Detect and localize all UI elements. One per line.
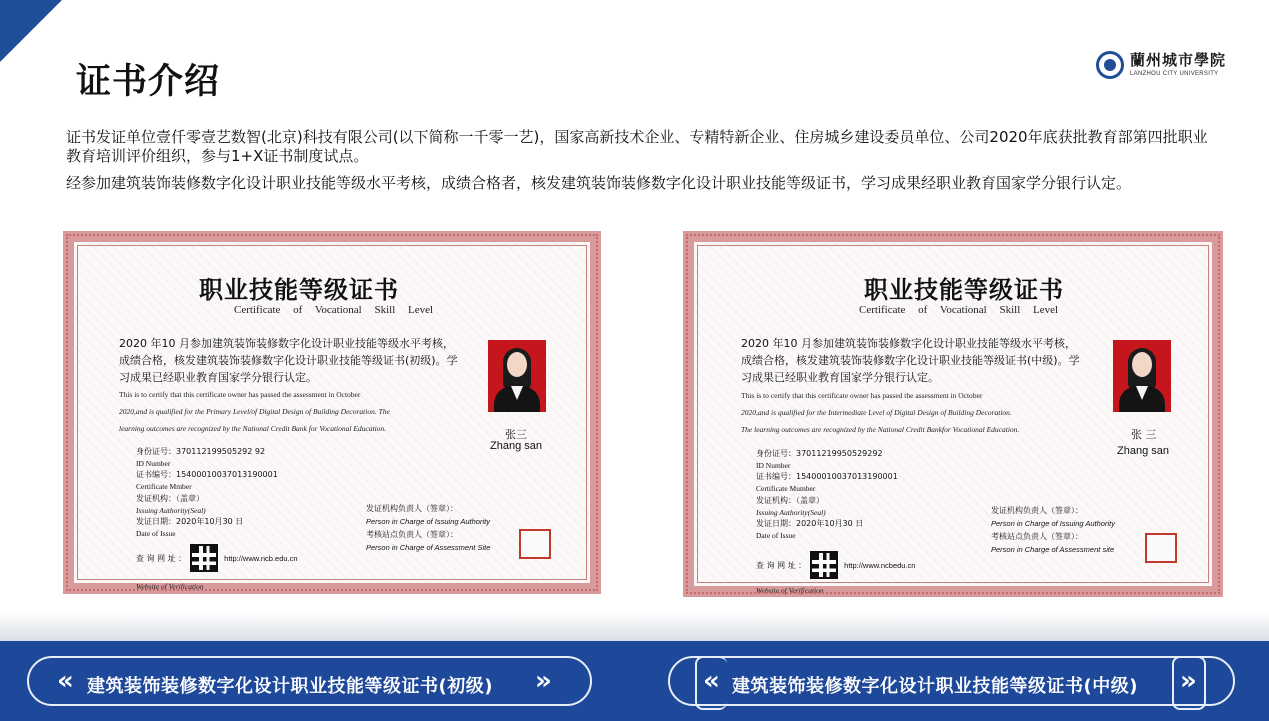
certificate-body-en [119,386,464,437]
date-label: 发证日期： [136,517,176,527]
certificate-body-en-line: 2020,and is qualified for the Intermediate Level of Digital Design of Building Decoration. [741,408,1012,417]
date-value: 2020年10月30 日 [796,519,864,529]
certificate-body-en-line: This is to certify that this certificate owner has passed the assessment in October [741,391,983,400]
university-logo [1096,49,1230,81]
site-person-label-en: Person in Charge of Assessment site [991,545,1115,554]
certificate-body-en-line: 2020,and is qualified for the Primary Level/of Digital Design of Building Decoration. The [119,407,390,416]
cert-no-value: 15400010037013190001 [176,470,278,480]
holder-name-cn: 张 三 [1131,428,1157,441]
logo-name-en: LANZHOU CITY UNIVERSITY [1130,71,1219,77]
id-label-en: ID Number [136,458,171,468]
cert-no-label: 证书编号： [756,472,796,482]
certificate-fields [136,446,336,540]
id-label: 身份证号： [756,449,796,458]
label-intermediate-text: 建筑装饰装修数字化设计职业技能等级证书(中级) [732,676,1138,697]
site-person-label: 考核站点负责人（签章）： [991,532,1083,541]
certificate-subtitle: Certificate of Vocational Skill Level [234,304,434,316]
certificate-body-cn: 2020 年10 月参加建筑装饰装修数字化设计职业技能等级水平考核，成绩合格，核发建筑装饰装修数字化设计职业技能等级证书(初级)。学习成果已经职业教育国家学分银行认定。 [119,337,458,384]
holder-name-en: Zhang san [490,440,542,452]
qr-code-icon [810,551,838,579]
laurel-left-icon: « [703,666,720,696]
date-label-en: Date of Issue [136,528,176,538]
issuer-label: 发证机构：（盖章） [136,493,204,503]
cert-no-label-en: Certificate Mumber [756,484,816,494]
intro-paragraph-1: 证书发证单位壹仟零壹艺数智(北京)科技有限公司(以下简称一千零一艺)，国家高新技术企业、专精特新企业、住房城乡建设委员单位、公司2020年底获批教育部第四批职业教育培训评价组织，参与1+X证书制度试点。 [66,128,1208,165]
laurel-right-icon: » [1180,666,1197,696]
certificate-fields [756,448,956,542]
id-value: 37011219950529292 [796,449,883,458]
corner-accent [0,0,62,62]
page-title: 证书介绍 [76,62,221,102]
issuer-label-en: Issuing Authority(Seal) [136,505,206,515]
laurel-right-icon: » [535,666,552,696]
date-label: 发证日期： [756,519,796,529]
qr-code-icon [190,544,218,572]
label-primary-certificate [27,656,592,706]
label-primary-text: 建筑装饰装修数字化设计职业技能等级证书(初级) [87,676,493,697]
id-label: 身份证号： [136,447,176,456]
red-seal-stamp [1145,533,1177,563]
intro-paragraph-2: 经参加建筑装饰装修数字化设计职业技能等级水平考核，成绩合格者，核发建筑装饰装修数字化设计职业技能等级证书，学习成果经职业教育国家学分银行认定。 [66,174,1132,192]
laurel-left-icon: « [57,666,74,696]
authority-person-label-en: Person in Charge of Issuing Authority [991,519,1115,528]
query-label: 查 询 网 址 ： [756,560,807,570]
holder-name-en: Zhang san [1117,445,1169,457]
certificate-frame [63,231,601,594]
id-label-en: ID Number [756,460,791,470]
query-label: 查 询 网 址 ： [136,553,187,563]
issuer-label-en: Issuing Authority(Seal) [756,507,826,517]
website-label-en: Website of Verification [136,582,204,591]
certificate-title: 职业技能等级证书 [199,276,399,304]
query-row [756,551,915,579]
certificate-primary [56,224,608,601]
certificate-body-en-line: learning outcomes are recognized by the National Credit Bank for Vocational Education. [119,424,387,433]
site-person-label: 考核站点负责人（签章）： [366,530,458,539]
bottom-gradient-strip [0,613,1269,643]
issuer-label: 发证机构：（盖章） [756,495,824,505]
certificate-title: 职业技能等级证书 [864,276,1064,304]
certificate-body-en [741,387,1086,438]
certificate-body-en-line: The learning outcomes are recognized by the National Credit Bankfor Vocational Education. [741,425,1020,434]
certificate-intermediate [676,224,1230,604]
query-row [136,544,298,572]
holder-photo [1113,340,1171,412]
logo-name-cn: 蘭州城市學院 [1130,51,1227,69]
holder-photo [488,340,546,412]
certificate-body-cn: 2020 年10 月参加建筑装饰装修数字化设计职业技能等级水平考核，成绩合格，核发建筑装饰装修数字化设计职业技能等级证书(中级)。学习成果已经职业教育国家学分银行认定。 [741,337,1080,384]
cert-no-value: 15400010037013190001 [796,472,898,482]
authority-signatures [366,502,526,554]
certificate-body-en-line: This is to certify that this certificate owner has passed the assessment in October [119,390,361,399]
authority-person-label: 发证机构负责人（签章）： [991,506,1083,515]
certificate-frame [683,231,1223,597]
website-label-en: Website of Verification [756,586,824,595]
date-label-en: Date of Issue [756,530,796,540]
certificate-subtitle: Certificate of Vocational Skill Level [859,304,1059,316]
university-seal-icon [1096,51,1124,79]
verification-url: http://www.ncbedu.cn [844,560,916,570]
date-value: 2020年10月30 日 [176,517,244,527]
site-person-label-en: Person in Charge of Assessment Site [366,543,491,552]
cert-no-label-en: Certificate Mmber [136,482,192,492]
red-seal-stamp [519,529,551,559]
authority-person-label-en: Person in Charge of Issuing Authority [366,517,490,526]
label-intermediate-certificate [668,656,1235,706]
authority-person-label: 发证机构负责人（签章）： [366,504,458,513]
authority-signatures [991,504,1151,556]
verification-url: http://www.ncb.edu.cn [224,553,298,563]
intro-text [66,128,1216,201]
cert-no-label: 证书编号： [136,470,176,480]
holder-name-cn: 张三 [505,428,527,441]
id-value: 370112199505292 92 [176,447,266,456]
